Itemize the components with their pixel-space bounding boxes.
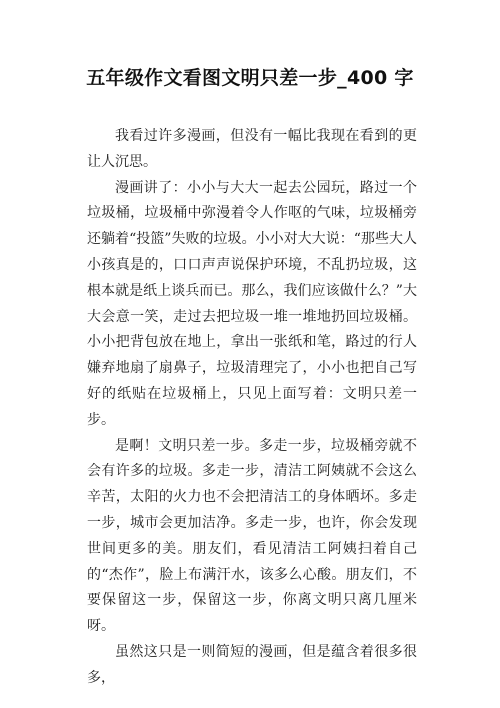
paragraph-reflection: 是啊！文明只差一步。多走一步，垃圾桶旁就不会有许多的垃圾。多走一步，清洁工阿姨就不会这么辛苦，太阳的火力也不会把清洁工的身体晒坏。多走一步，城市会更加洁净。多走一步，也许，你会发现世间更多的美。朋友们，看见清洁工阿姨扫着自己的“杰作”，脸上布满汗水，该多么心酸。朋友们，不要保留这一步，保留这一步，你离文明只离几厘米呀。 [87,437,417,635]
document-title: 五年级作文看图文明只差一步_400 字 [86,67,414,89]
paragraph-intro: 我看过许多漫画，但没有一幅比我现在看到的更让人沉思。 [87,128,417,170]
paragraph-comic-description: 漫画讲了：小小与大大一起去公园玩，路过一个垃圾桶，垃圾桶中弥漫着令人作呕的气味，垃圾桶旁还躺着“投篮”失败的垃圾。小小对大大说：“那些大人小孩真是的，口口声声说保护环境，不乱扔垃圾，这根本就是纸上谈兵而已。那么，我们应该做什么？”大大会意一笑，走过去把垃圾一堆一堆地扔回垃圾桶。小小把背包放在地上，拿出一张纸和笔，路过的行人嫌弃地扇了扇鼻子，垃圾清理完了，小小也把自己写好的纸贴在垃圾桶上，只见上面写着：文明只差一步。 [87,179,417,428]
document-body [87,124,417,692]
paragraph-conclusion: 虽然这只是一则简短的漫画，但是蕴含着很多很多， [87,643,417,686]
